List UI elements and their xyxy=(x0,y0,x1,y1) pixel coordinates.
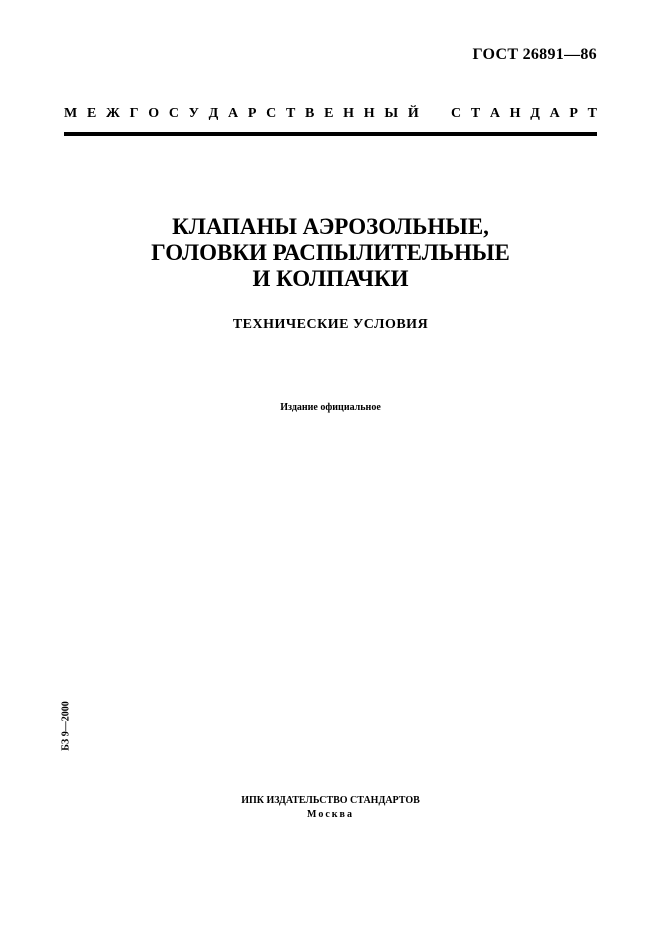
spaced-letter: А xyxy=(228,106,239,121)
spaced-letter: Р xyxy=(569,106,578,121)
spaced-letter: У xyxy=(188,106,199,121)
standard-type-line xyxy=(64,106,597,122)
side-code xyxy=(58,693,74,759)
standard-type-word-1 xyxy=(64,106,419,122)
spaced-letter: Р xyxy=(247,106,257,121)
spaced-letter: В xyxy=(305,106,315,121)
spaced-letter: О xyxy=(148,106,160,121)
spaced-letter: Н xyxy=(343,106,355,121)
spaced-letter: Ж xyxy=(106,106,120,121)
standard-type-word-2 xyxy=(451,106,597,122)
spaced-letter: С xyxy=(451,106,462,121)
spaced-letter: Е xyxy=(86,106,97,121)
spaced-letter: Ы xyxy=(384,106,399,121)
gost-number: ГОСТ 26891—86 xyxy=(472,46,597,63)
spaced-letter: С xyxy=(266,106,277,121)
header-rule xyxy=(64,132,597,136)
spaced-letter: Н xyxy=(363,106,375,121)
spaced-letter: Д xyxy=(530,106,540,121)
spaced-letter: С xyxy=(168,106,179,121)
publisher-city: Москва xyxy=(307,809,354,820)
spaced-letter: Е xyxy=(324,106,334,121)
spaced-letter: А xyxy=(489,106,500,121)
spaced-letter: Г xyxy=(129,106,139,121)
title-line-1: КЛАПАНЫ АЭРОЗОЛЬНЫЕ, xyxy=(172,214,489,239)
spaced-letter: Д xyxy=(208,106,219,121)
spaced-letter: Т xyxy=(285,106,296,121)
title-line-2: ГОЛОВКИ РАСПЫЛИТЕЛЬНЫЕ xyxy=(151,240,510,265)
spaced-letter: А xyxy=(549,106,560,121)
side-code-text: БЗ 9—2000 xyxy=(60,701,72,751)
document-subtitle: ТЕХНИЧЕСКИЕ УСЛОВИЯ xyxy=(232,317,429,332)
document-title xyxy=(0,214,661,292)
spaced-letter: Т xyxy=(587,106,597,121)
publisher: ИПК ИЗДАТЕЛЬСТВО СТАНДАРТОВ xyxy=(241,795,420,806)
spaced-letter: М xyxy=(64,106,78,121)
spaced-letter: Н xyxy=(509,106,521,121)
spaced-letter: Й xyxy=(407,106,419,121)
title-line-3: И КОЛПАЧКИ xyxy=(252,266,409,291)
spaced-letter: Т xyxy=(470,106,481,121)
edition-note: Издание официальное xyxy=(280,402,381,413)
